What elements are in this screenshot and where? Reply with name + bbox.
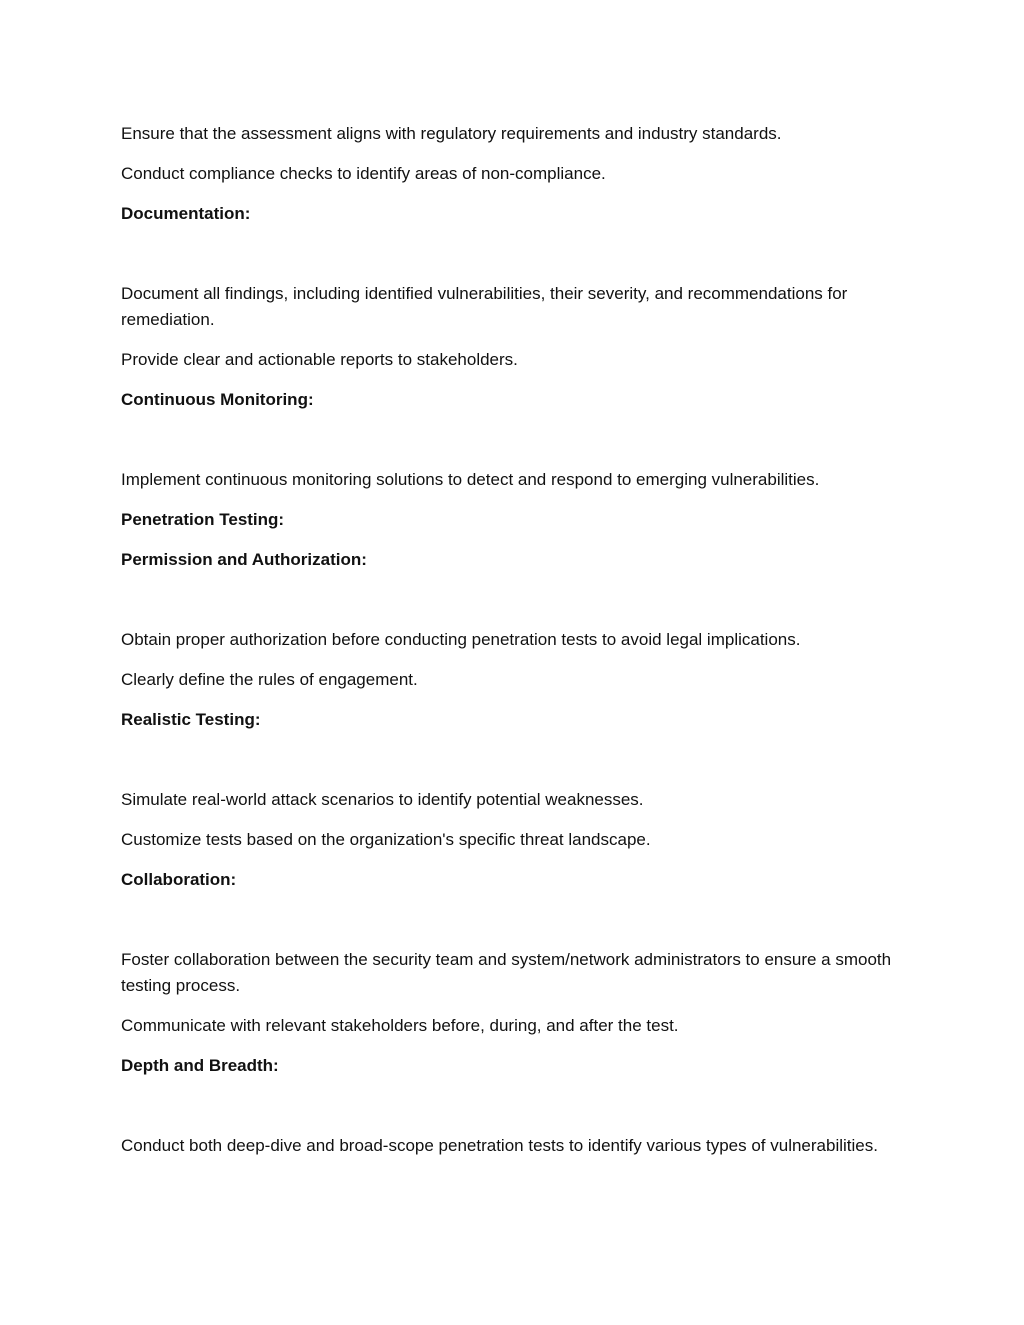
paragraph-monitoring-solutions: Implement continuous monitoring solutions to detect and respond to emerging vulnerabilities.	[121, 470, 820, 489]
paragraph-rules-of-engagement: Clearly define the rules of engagement.	[121, 670, 418, 689]
paragraph-actionable-reports: Provide clear and actionable reports to stakeholders.	[121, 350, 518, 369]
paragraph-customize-tests: Customize tests based on the organization's specific threat landscape.	[121, 830, 651, 849]
heading-permission-authorization: Permission and Authorization:	[121, 550, 367, 569]
paragraph-communicate-stakeholders: Communicate with relevant stakeholders before, during, and after the test.	[121, 1016, 679, 1035]
heading-depth-and-breadth: Depth and Breadth:	[121, 1056, 279, 1075]
paragraph-simulate-attacks: Simulate real-world attack scenarios to identify potential weaknesses.	[121, 790, 644, 809]
heading-documentation: Documentation:	[121, 204, 251, 223]
heading-penetration-testing: Penetration Testing:	[121, 510, 285, 529]
document-body	[121, 121, 903, 1173]
paragraph-regulatory-alignment: Ensure that the assessment aligns with regulatory requirements and industry standards.	[121, 124, 782, 143]
heading-continuous-monitoring: Continuous Monitoring:	[121, 390, 314, 409]
heading-collaboration: Collaboration:	[121, 870, 237, 889]
heading-realistic-testing: Realistic Testing:	[121, 710, 261, 729]
paragraph-document-findings: Document all findings, including identified vulnerabilities, their severity, and recommendations for remediation.	[121, 284, 848, 329]
paragraph-compliance-checks: Conduct compliance checks to identify areas of non-compliance.	[121, 164, 606, 183]
paragraph-obtain-authorization: Obtain proper authorization before conducting penetration tests to avoid legal implications.	[121, 630, 801, 649]
paragraph-deep-dive-tests: Conduct both deep-dive and broad-scope penetration tests to identify various types of vulnerabilities.	[121, 1136, 878, 1155]
paragraph-foster-collaboration: Foster collaboration between the security team and system/network administrators to ensure a smooth testing process.	[121, 950, 892, 995]
